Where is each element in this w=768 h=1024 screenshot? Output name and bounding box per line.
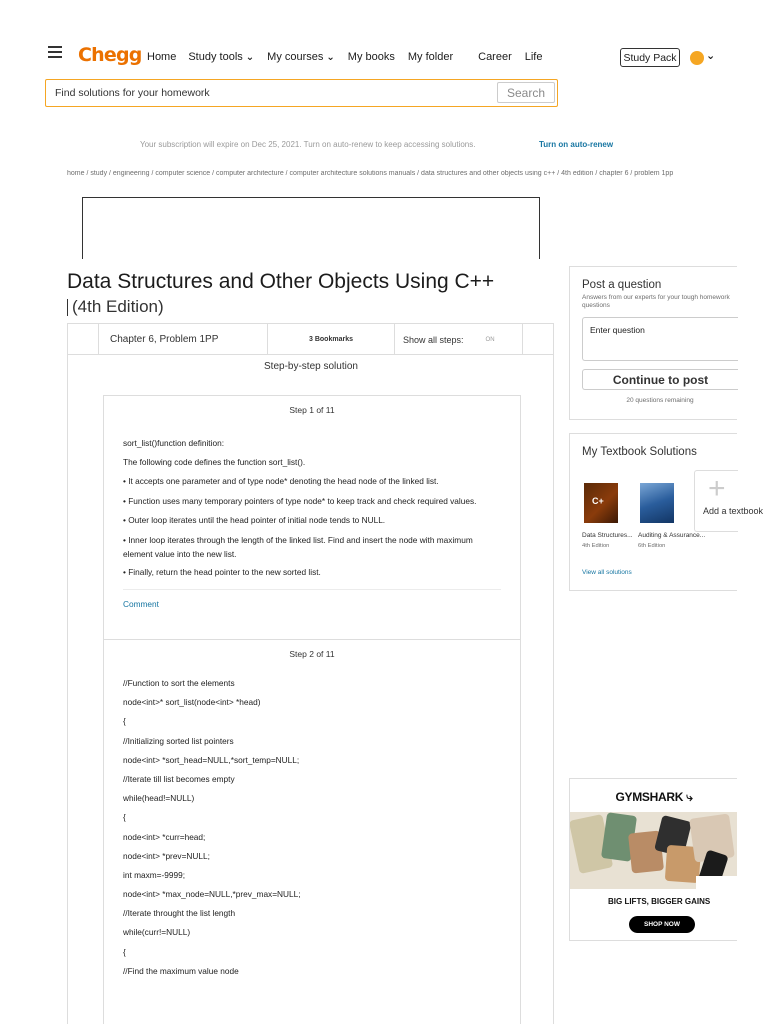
chapter-bar bbox=[68, 323, 554, 355]
step-line: • It accepts one parameter and of type node* denoting the head node of the linked list. bbox=[123, 476, 439, 487]
study-pack-button[interactable]: Study Pack bbox=[620, 48, 680, 67]
auto-renew-link[interactable]: Turn on auto-renew bbox=[539, 140, 614, 149]
textbook-solutions-panel bbox=[569, 433, 764, 591]
top-nav bbox=[147, 51, 543, 63]
book-edition-label: (4th Edition) bbox=[72, 297, 164, 316]
nav-home[interactable] bbox=[147, 51, 176, 63]
avatar[interactable] bbox=[690, 51, 704, 65]
show-steps-toggle[interactable]: ON bbox=[485, 336, 495, 343]
comment-link[interactable]: Comment bbox=[123, 599, 159, 610]
code-line: while(curr!=NULL) bbox=[123, 927, 191, 938]
step-header: Step 2 of 11 bbox=[289, 649, 335, 659]
bookmarks-count[interactable]: 3 Bookmarks bbox=[268, 324, 395, 355]
show-all-steps-label: Show all steps: bbox=[403, 334, 464, 345]
ad-placeholder bbox=[82, 197, 540, 259]
solution-title: Step-by-step solution bbox=[264, 361, 358, 372]
code-line: int maxm=-9999; bbox=[123, 869, 186, 880]
chevron-down-icon[interactable]: ⌄ bbox=[706, 50, 716, 62]
code-line: //Find the maximum value node bbox=[123, 965, 239, 976]
gymshark-brand: GYMSHARK bbox=[615, 790, 684, 804]
nav-study-tools-label: Study tools bbox=[188, 51, 243, 63]
step-line: sort_list()function definition: bbox=[123, 438, 224, 448]
post-question-title: Post a question bbox=[582, 279, 662, 291]
search-bar bbox=[45, 79, 558, 107]
code-line: node<int>* sort_list(node<int> *head) bbox=[123, 697, 261, 708]
search-input[interactable] bbox=[46, 80, 491, 105]
step-line: • Finally, return the head pointer to the new sorted list. bbox=[123, 566, 321, 577]
code-line: node<int> *prev=NULL; bbox=[123, 850, 210, 861]
post-question-subtitle: Answers from our experts for your tough homework questions bbox=[582, 294, 730, 309]
code-line: //Initializing sorted list pointers bbox=[123, 735, 234, 746]
code-line: node<int> *curr=head; bbox=[123, 831, 206, 842]
cover-mark: C+ bbox=[592, 496, 604, 506]
textbook-edition: 4th Edition bbox=[582, 542, 610, 549]
search-button[interactable]: Search bbox=[497, 82, 555, 103]
step-card bbox=[103, 395, 521, 640]
subscription-notice: Your subscription will expire on Dec 25, 2021. Turn on auto-renew to keep accessing solutions. bbox=[140, 140, 476, 149]
step-body bbox=[104, 437, 520, 609]
show-all-steps[interactable] bbox=[395, 324, 523, 355]
nav-my-courses-label: My courses bbox=[267, 51, 324, 63]
chevron-down-icon: ⌄ bbox=[326, 51, 335, 63]
code-line: //Iterate throught the list length bbox=[123, 908, 236, 919]
step-line: • Outer loop iterates until the head pointer of initial node tends to NULL. bbox=[123, 514, 386, 525]
step-line: The following code defines the function sort_list(). bbox=[123, 457, 306, 468]
nav-career[interactable] bbox=[478, 51, 512, 63]
textbook-solutions-title: My Textbook Solutions bbox=[582, 446, 697, 458]
ad-tagline: BIG LIFTS, BIGGER GAINS bbox=[608, 897, 711, 906]
nav-home-label: Home bbox=[147, 51, 177, 63]
chegg-logo[interactable]: Chegg bbox=[78, 44, 142, 66]
ad-product-image bbox=[570, 812, 737, 889]
code-line: //Iterate till list becomes empty bbox=[123, 773, 235, 784]
question-input[interactable]: Enter question bbox=[582, 317, 738, 361]
book-edition bbox=[67, 297, 164, 317]
add-textbook-button[interactable] bbox=[694, 470, 764, 532]
code-line: { bbox=[123, 946, 126, 957]
step-body bbox=[104, 677, 520, 984]
step-header: Step 1 of 11 bbox=[289, 405, 335, 415]
step-line: • Inner loop iterates through the length of the linked list. Find and insert the node with maximum element value into the new list. bbox=[123, 534, 473, 559]
textbook-title: Data Structures... bbox=[582, 532, 633, 539]
textbook-item[interactable] bbox=[638, 483, 706, 549]
gymshark-logo bbox=[570, 790, 737, 805]
menu-icon[interactable] bbox=[48, 46, 62, 58]
nav-career-label: Career bbox=[478, 51, 512, 63]
chapter-nav-prev[interactable] bbox=[68, 324, 99, 355]
divider bbox=[123, 589, 501, 590]
audit-book-cover-icon bbox=[640, 483, 674, 523]
code-line: { bbox=[123, 716, 126, 727]
nav-my-folder[interactable] bbox=[408, 51, 453, 63]
page-title: Data Structures and Other Objects Using C++ bbox=[67, 270, 495, 293]
post-question-panel bbox=[569, 266, 737, 420]
view-all-solutions-link[interactable]: View all solutions bbox=[582, 569, 632, 576]
nav-study-tools[interactable] bbox=[188, 51, 254, 63]
nav-life[interactable] bbox=[525, 51, 543, 63]
step-line: • Function uses many temporary pointers of type node* to keep track and check required values. bbox=[123, 495, 477, 506]
plus-icon: + bbox=[708, 472, 726, 505]
nav-my-courses[interactable] bbox=[267, 51, 335, 63]
breadcrumb[interactable]: home / study / engineering / computer science / computer architecture / computer architecture solutions manuals / data structures and other objects using c++ / 4th edition / chapter 6 / problem 1pp bbox=[67, 170, 674, 177]
step-card bbox=[103, 639, 521, 1024]
add-textbook-label: Add a textbook bbox=[703, 506, 764, 516]
questions-remaining: 20 questions remaining bbox=[626, 397, 694, 404]
textbook-edition: 6th Edition bbox=[638, 542, 666, 549]
shark-logo-icon: ⤷ bbox=[686, 790, 693, 804]
text-cursor bbox=[67, 299, 68, 316]
code-line: while(head!=NULL) bbox=[123, 793, 195, 804]
shop-now-button[interactable]: SHOP NOW bbox=[629, 916, 695, 933]
code-line: { bbox=[123, 812, 126, 823]
continue-to-post-button[interactable]: Continue to post bbox=[582, 369, 738, 390]
solution-panel bbox=[67, 323, 554, 1024]
nav-life-label: Life bbox=[524, 51, 543, 63]
gymshark-ad[interactable] bbox=[569, 778, 737, 941]
textbook-item[interactable] bbox=[582, 483, 633, 549]
nav-my-books[interactable] bbox=[348, 51, 395, 63]
nav-my-folder-label: My folder bbox=[407, 51, 454, 63]
code-line: //Function to sort the elements bbox=[123, 678, 235, 688]
cpp-book-cover-icon bbox=[584, 483, 618, 523]
chapter-label[interactable]: Chapter 6, Problem 1PP bbox=[99, 324, 268, 355]
code-line: node<int> *sort_head=NULL,*sort_temp=NULL; bbox=[123, 754, 300, 765]
chevron-down-icon: ⌄ bbox=[245, 51, 255, 63]
code-line: node<int> *max_node=NULL,*prev_max=NULL; bbox=[123, 889, 301, 900]
textbook-title: Auditing & Assurance... bbox=[638, 532, 706, 539]
nav-my-books-label: My books bbox=[347, 51, 395, 63]
